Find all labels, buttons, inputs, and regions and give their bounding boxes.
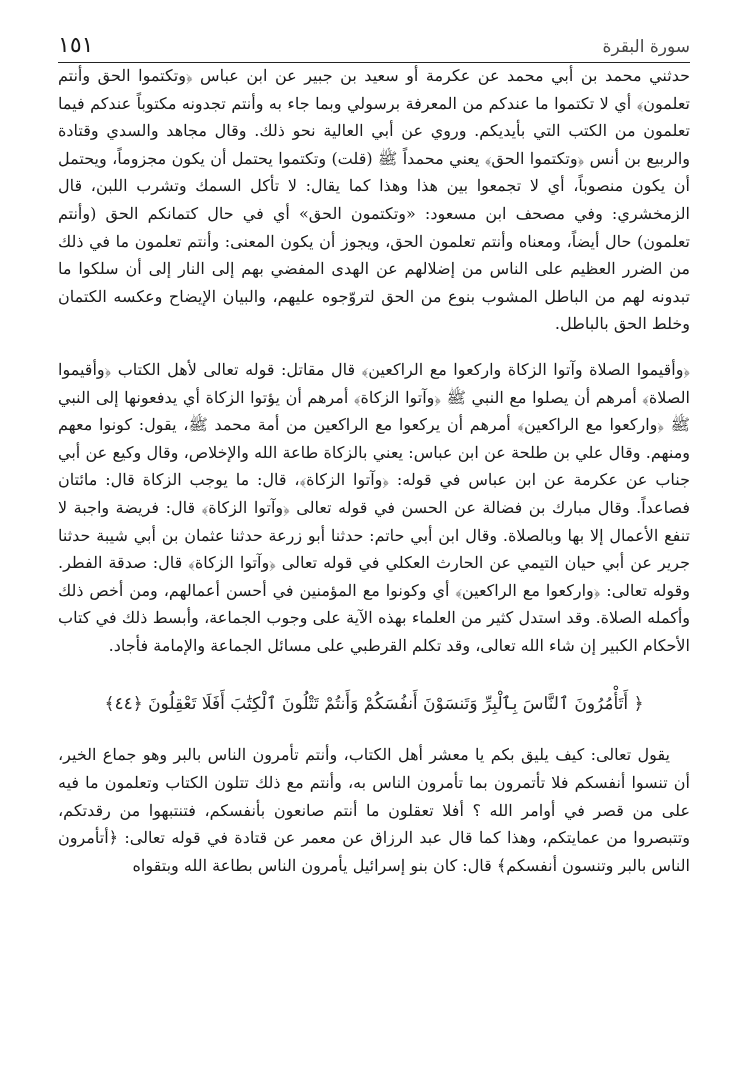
- page-body: [58, 62, 690, 879]
- page-header: [58, 28, 690, 63]
- surah-name: سورة البقرة: [602, 37, 690, 57]
- page-number: ١٥١: [58, 33, 94, 58]
- quran-verse: ﴿ أَتَأْمُرُونَ ٱلنَّاسَ بِٱلْبِرِّ وَتَنسَوْنَ أَنفُسَكُمْ وَأَنتُمْ تَتْلُونَ ٱلْكِتَٰبَ أَفَلَا تَعْقِلُونَ ﴿٤٤﴾: [104, 694, 644, 715]
- paragraph-3: يقول تعالى: كيف يليق بكم يا معشر أهل الكتاب، وأنتم تأمرون الناس بالبر وهو جماع الخير، أن تنسوا أنفسكم فلا تأتمرون بما تأمرون الناس به، وأنتم مع ذلك تتلون الكتاب وتعلمون ما فيه على من قصر في أوامر الله ؟ أفلا تعقلون ما أنتم صانعون بأنفسكم، فتنتبهوا من رقدتكم، وتتبصروا من عمايتكم، وهذا كما قال عبد الرزاق عن معمر عن قتادة في قوله تعالى: ﴿أتأمرون الناس بالبر وتنسون أنفسكم﴾ قال: كان بنو إسرائيل يأمرون الناس بطاعة الله وبتقواه: [58, 745, 690, 875]
- paragraph-1: حدثني محمد بن أبي محمد عن عكرمة أو سعيد بن جبير عن ابن عباس ﴿وتكتموا الحق وأنتم تعلمون﴾ أي لا تكتموا ما عندكم من المعرفة برسولي وبما جاء به وأنتم تجدونه مكتوباً عندكم فيما تعلمون من الكتب التي بأيديكم. وروي عن أبي العالية نحو ذلك. وقال مجاهد والسدي وقتادة والربيع بن أنس ﴿وتكتموا الحق﴾ يعني محمداً ﷺ (قلت) وتكتموا يحتمل أن يكون مجزوماً، ويحتمل أن يكون منصوباً، أي لا تجمعوا بين هذا وهذا كما يقال: لا تأكل السمك وتشرب اللبن، قال الزمخشري: وفي مصحف ابن مسعود: «وتكتمون الحق» أي في حال كتمانكم الحق (وأنتم تعلمون) حال أيضاً، ومعناه وأنتم تعلمون الحق، ويجوز أن يكون المعنى: وأنتم تعلمون ما في ذلك من الضرر العظيم على الناس من إضلالهم عن الهدى المفضي بهم إلى النار إلى أن سلكوا ما تبدونه لهم من الباطل المشوب بنوع من الحق لتروّجوه عليهم، والبيان الإيضاح وعكسه الكتمان وخلط الحق بالباطل.: [58, 66, 690, 334]
- paragraph-2: ﴿وأقيموا الصلاة وآتوا الزكاة واركعوا مع الراكعين﴾ قال مقاتل: قوله تعالى لأهل الكتاب ﴿وأقيموا الصلاة﴾ أمرهم أن يصلوا مع النبي ﷺ ﴿وآتوا الزكاة﴾ أمرهم أن يؤتوا الزكاة أي يدفعونها إلى النبي ﷺ ﴿واركعوا مع الراكعين﴾ أمرهم أن يركعوا مع الراكعين من أمة محمد ﷺ، يقول: كونوا معهم ومنهم. وقال علي بن طلحة عن ابن عباس: يعني بالزكاة طاعة الله والإخلاص، وقال وكيع عن أبي جناب عن عكرمة عن ابن عباس في قوله: ﴿وآتوا الزكاة﴾، قال: ما يوجب الزكاة قال: مائتان فصاعداً. وقال مبارك بن فضالة عن الحسن في قوله تعالى ﴿وآتوا الزكاة﴾ قال: فريضة واجبة لا تنفع الأعمال إلا بها وبالصلاة. وقال ابن أبي حاتم: حدثنا أبو زرعة حدثنا عثمان بن أبي شيبة حدثنا جرير عن أبي حيان التيمي عن الحارث العكلي في قوله تعالى ﴿وآتوا الزكاة﴾ قال: صدقة الفطر. وقوله تعالى: ﴿واركعوا مع الراكعين﴾ أي وكونوا مع المؤمنين في أحسن أعمالهم، ومن أخص ذلك وأكمله الصلاة. وقد استدل كثير من العلماء بهذه الآية على وجوب الجماعة، وأبسط ذلك في كتاب الأحكام الكبير إن شاء الله تعالى، وقد تكلم القرطبي على مسائل الجماعة والإمامة فأجاد.: [58, 359, 691, 655]
